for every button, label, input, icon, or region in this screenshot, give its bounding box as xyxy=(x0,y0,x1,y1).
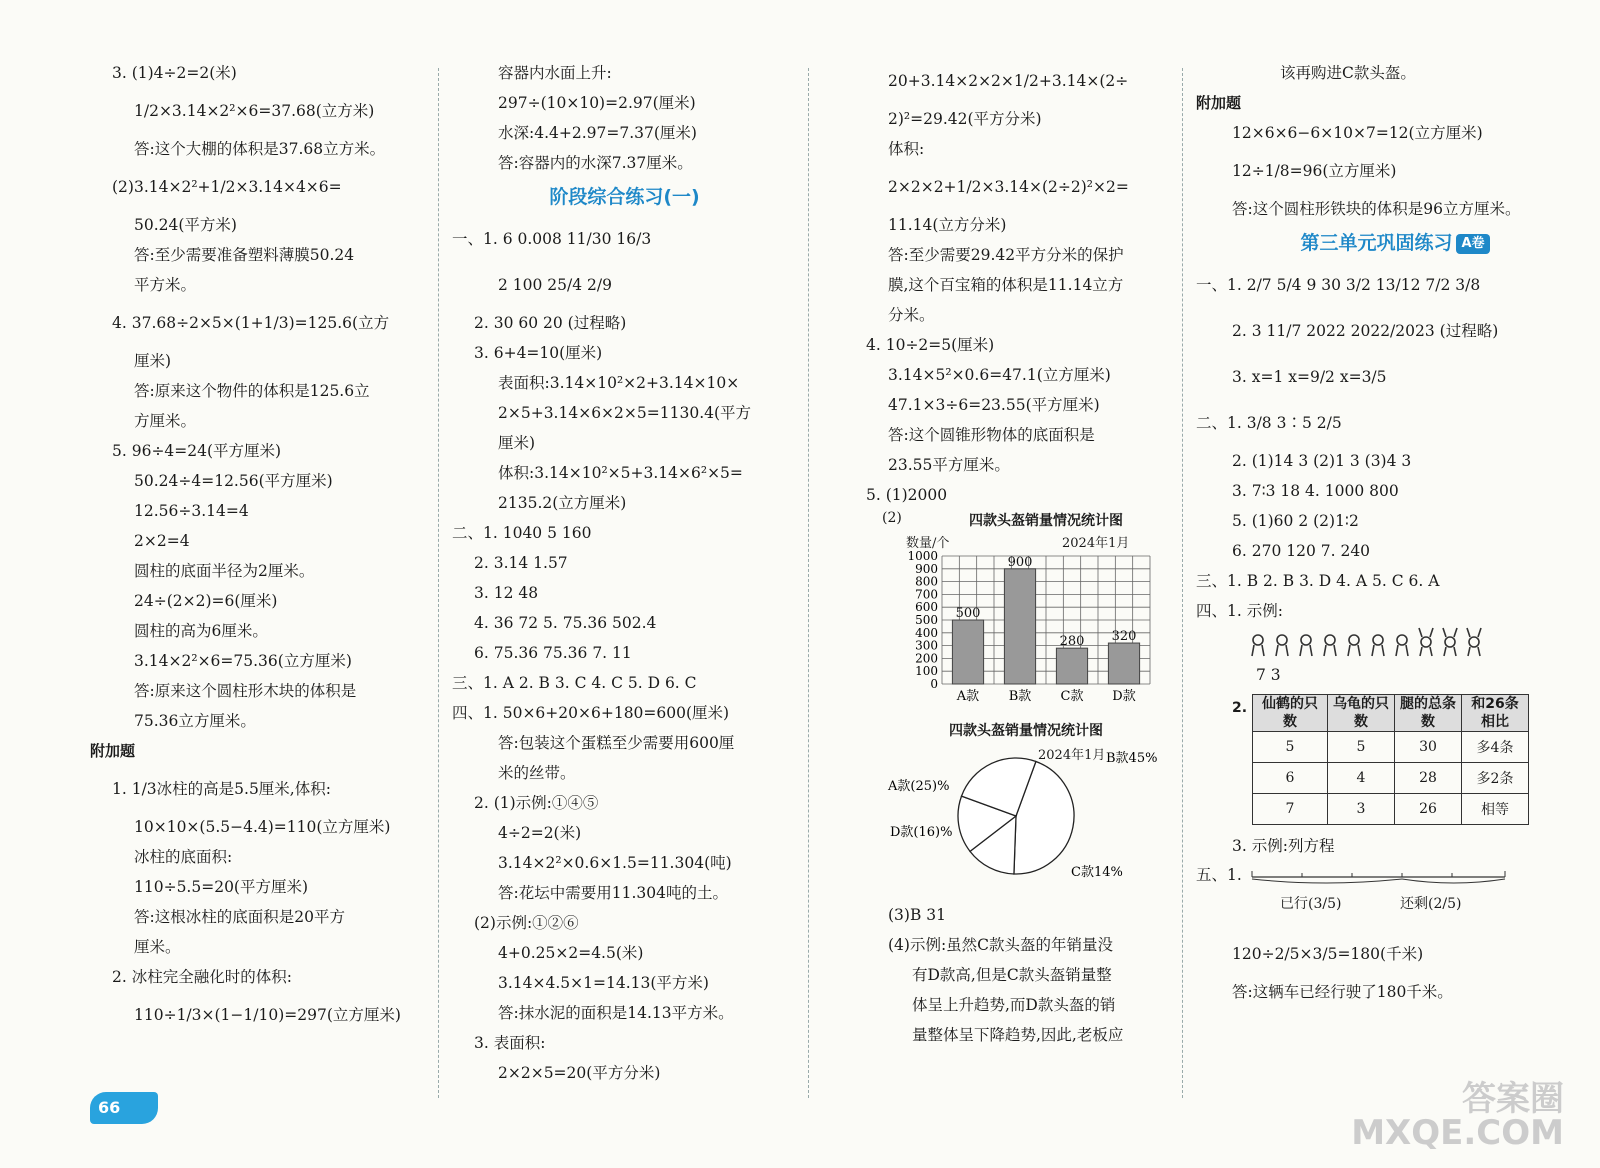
y-tick-label: 700 xyxy=(915,587,938,602)
y-tick-label: 800 xyxy=(915,574,938,589)
text-line: 297÷(10×10)=2.97(厘米) xyxy=(498,94,696,112)
text-line: 答:原来这个物件的体积是125.6立 xyxy=(134,382,370,400)
bar xyxy=(1004,569,1035,684)
data-label: 320 xyxy=(1111,629,1137,645)
text-line: 圆柱的高为6厘米。 xyxy=(134,622,268,640)
line-diagram xyxy=(1196,861,1580,931)
text-line: (2)示例:①②⑥ xyxy=(474,914,579,932)
text-line: 四、1. 示例: xyxy=(1196,602,1283,620)
pie-chart-plot xyxy=(866,750,1166,900)
text-line: 110÷5.5=20(平方厘米) xyxy=(134,878,309,896)
text-line: 一、1. 2/7 5/4 9 30 3/2 13/12 7/2 3/8 xyxy=(1196,276,1481,294)
text-line: 圆柱的底面半径为2厘米。 xyxy=(134,562,315,580)
text-line: 5. (1)60 2 (2)1∶2 xyxy=(1232,512,1359,530)
text-line: 该再购进C款头盔。 xyxy=(1280,64,1416,82)
text-line: 2. 冰柱完全融化时的体积: xyxy=(112,968,292,986)
answer-column-1 xyxy=(90,58,430,1038)
text-line: 2×2×2+1/2×3.14×(2÷2)²×2= xyxy=(888,178,1129,196)
y-tick-label: 400 xyxy=(915,625,938,640)
text-line: 米的丝带。 xyxy=(498,764,576,782)
text-line: 4. 36 72 5. 75.36 502.4 xyxy=(474,614,657,632)
answer-column-2 xyxy=(452,58,797,1088)
y-tick-label: 600 xyxy=(915,600,938,615)
text-line: 三、1. A 2. B 3. C 4. C 5. D 6. C xyxy=(452,674,697,692)
text-line: 水深:4.4+2.97=7.37(厘米) xyxy=(498,124,697,142)
text-line: 答:这根冰柱的底面积是20平方 xyxy=(134,908,345,926)
watermark-text: 答案圈 MXQE.COM xyxy=(1351,1079,1564,1153)
text-line: 12.56÷3.14=4 xyxy=(134,502,249,520)
text-line: 答:花坛中需要用11.304吨的土。 xyxy=(498,884,728,902)
pie-chart-title: 四款头盔销量情况统计图 xyxy=(949,723,1103,739)
pie-chart-date: 2024年1月 xyxy=(1038,748,1106,763)
text-line: 三、1. B 2. B 3. D 4. A 5. C 6. A xyxy=(1196,572,1440,590)
text-line: 6. 270 120 7. 240 xyxy=(1232,542,1371,560)
table-cell: 28 xyxy=(1395,763,1462,794)
text-line: 3.14×5²×0.6=47.1(立方厘米) xyxy=(888,366,1111,384)
text-line: 一、1. 6 0.008 11/30 16/3 xyxy=(452,230,652,248)
text-line: 5. 96÷4=24(平方厘米) xyxy=(112,442,282,460)
text-line: 答:抹水泥的面积是14.13平方米。 xyxy=(498,1004,734,1022)
table-cell: 多2条 xyxy=(1462,763,1529,794)
text-line: 2. 30 60 20 (过程略) xyxy=(474,314,627,332)
text-line: 2135.2(立方厘米) xyxy=(498,494,627,512)
answer-table xyxy=(1252,694,1529,825)
text-line: 1. 1/3冰柱的高是5.5厘米,体积: xyxy=(112,780,331,798)
table-header: 乌龟的只数 xyxy=(1328,695,1395,732)
text-line: 分米。 xyxy=(888,306,935,324)
table-cell: 7 xyxy=(1253,794,1328,825)
text-line: 47.1×3÷6=23.55(平方厘米) xyxy=(888,396,1100,414)
text-line: 75.36立方厘米。 xyxy=(134,712,256,730)
watermark xyxy=(1351,1079,1564,1153)
table-cell: 4 xyxy=(1328,763,1395,794)
slice-label: B款45% xyxy=(1106,751,1158,766)
table-row xyxy=(1253,763,1529,794)
x-tick-label: B款 xyxy=(1008,689,1032,704)
text-line: 答:原来这个圆柱形木块的体积是 xyxy=(134,682,357,700)
y-tick-label: 0 xyxy=(930,677,938,691)
text-line: 11.14(立方分米) xyxy=(888,216,1007,234)
table-header: 腿的总条数 xyxy=(1395,695,1462,732)
text-line: 2. 3 11/7 2022 2022/2023 (过程略) xyxy=(1232,322,1499,340)
table-cell: 30 xyxy=(1395,732,1462,763)
x-tick-label: D款 xyxy=(1112,689,1136,704)
text-line: 表面积:3.14×10²×2+3.14×10× xyxy=(498,374,740,392)
section-title: 附加题 xyxy=(1196,94,1242,112)
y-tick-label: 1000 xyxy=(907,550,938,563)
text-line: 3. (1)4÷2=2(米) xyxy=(112,64,237,82)
bar xyxy=(1056,648,1087,684)
x-tick-label: C款 xyxy=(1060,689,1084,704)
text-line: 4. 37.68÷2×5×(1+1/3)=125.6(立方 xyxy=(112,314,390,332)
text-line: 体积:3.14×10²×5+3.14×6²×5= xyxy=(498,464,743,482)
segment-line xyxy=(1250,867,1510,887)
text-line: 2 100 25/4 2/9 xyxy=(498,276,612,294)
table-cell: 多4条 xyxy=(1462,732,1529,763)
text-line: 答:这辆车已经行驶了180千米。 xyxy=(1232,983,1453,1001)
section-heading: 阶段综合练习(一) xyxy=(549,186,700,208)
text-line: 3. 6+4=10(厘米) xyxy=(474,344,603,362)
text-line: 厘米) xyxy=(134,352,172,370)
table-header: 和26条相比 xyxy=(1462,695,1529,732)
text-line: 3.14×2²×0.6×1.5=11.304(吨) xyxy=(498,854,732,872)
text-line: 量整体呈下降趋势,因此,老板应 xyxy=(912,1026,1124,1044)
bar-chart-ylabel: 数量/个 xyxy=(906,536,950,551)
y-tick-label: 300 xyxy=(915,638,938,653)
y-tick-label: 900 xyxy=(915,561,938,576)
table-cell: 26 xyxy=(1395,794,1462,825)
text-line: 答:至少需要准备塑料薄膜50.24 xyxy=(134,246,355,264)
text-line: 体积: xyxy=(888,140,925,158)
animal-legs-drawing xyxy=(1250,626,1500,660)
text-line: (3)B 31 xyxy=(888,906,946,924)
section-title: 附加题 xyxy=(90,742,136,760)
y-tick-label: 500 xyxy=(915,613,938,627)
text-line: 3. 示例:列方程 xyxy=(1232,837,1335,855)
page-number: 66 xyxy=(90,1092,158,1124)
text-line: 答:容器内的水深7.37厘米。 xyxy=(498,154,693,172)
answer-column-4 xyxy=(1196,58,1580,1007)
section-heading-text: 第三单元巩固练习 xyxy=(1300,232,1453,254)
text-line: 23.55平方厘米。 xyxy=(888,456,1010,474)
table-cell: 6 xyxy=(1253,763,1328,794)
text-line: 体呈上升趋势,而D款头盔的销 xyxy=(912,996,1116,1014)
text-line: (4)示例:虽然C款头盔的年销量没 xyxy=(888,936,1114,954)
bar xyxy=(1108,643,1139,684)
text-line: 2. (1)示例:①④⑤ xyxy=(474,794,599,812)
text-line: 答:这个圆锥形物体的底面积是 xyxy=(888,426,1095,444)
text-line: 五、1. xyxy=(1196,866,1242,884)
text-line: 7 3 xyxy=(1256,666,1281,684)
done-label: 已行(3/5) xyxy=(1280,896,1342,912)
text-line: (2)3.14×2²+1/2×3.14×4×6= xyxy=(112,178,342,196)
text-line: 容器内水面上升: xyxy=(498,64,612,82)
text-line: 3. 表面积: xyxy=(474,1034,546,1052)
text-line: 答:至少需要29.42平方分米的保护 xyxy=(888,246,1124,264)
text-line: 3.14×2²×6=75.36(立方厘米) xyxy=(134,652,352,670)
text-line: 2×5+3.14×6×2×5=1130.4(平方 xyxy=(498,404,752,422)
text-line: 四、1. 50×6+20×6+180=600(厘米) xyxy=(452,704,730,722)
data-label: 900 xyxy=(1007,554,1033,570)
table-cell: 5 xyxy=(1328,732,1395,763)
table-block: 2. 仙鹤的只数 乌龟的只数 腿的总条数 和26条相比 5 5 30 多4条 6 4 28 多2条 7 3 26 相等 xyxy=(1252,694,1580,825)
text-line: 50.24÷4=12.56(平方厘米) xyxy=(134,472,333,490)
text-line: 膜,这个百宝箱的体积是11.14立方 xyxy=(888,276,1124,294)
bar-chart-title: 四款头盔销量情况统计图 xyxy=(969,513,1123,529)
bar xyxy=(952,620,983,684)
table-cell: 相等 xyxy=(1462,794,1529,825)
text-line: 有D款高,但是C款头盔销量整 xyxy=(912,966,1112,984)
text-line: 4÷2=2(米) xyxy=(498,824,582,842)
text-line: 3. 12 48 xyxy=(474,584,539,602)
text-line: 答:这个圆柱形铁块的体积是96立方厘米。 xyxy=(1232,200,1521,218)
text-line: 答:包装这个蛋糕至少需要用600厘 xyxy=(498,734,735,752)
text-line: 冰柱的底面积: xyxy=(134,848,233,866)
text-line: 10×10×(5.5−4.4)=110(立方厘米) xyxy=(134,818,391,836)
text-line: 6. 75.36 75.36 7. 11 xyxy=(474,644,632,662)
text-line: 3. x=1 x=9/2 x=3/5 xyxy=(1232,368,1387,386)
bar-chart xyxy=(866,510,1180,720)
text-line: 厘米。 xyxy=(134,938,181,956)
y-tick-label: 200 xyxy=(915,651,938,666)
text-line: 50.24(平方米) xyxy=(134,216,237,234)
text-line: 1/2×3.14×2²×6=37.68(立方米) xyxy=(134,102,375,120)
table-cell: 5 xyxy=(1253,732,1328,763)
slice-label: A款(25)% xyxy=(888,779,950,794)
text-line: 2×2×5=20(平方分米) xyxy=(498,1064,661,1082)
answer-column-3 xyxy=(866,58,1180,1050)
text-line: 方厘米。 xyxy=(134,412,197,430)
text-line: 2. (1)14 3 (2)1 3 (3)4 3 xyxy=(1232,452,1412,470)
table-row xyxy=(1253,732,1529,763)
bar-chart-date: 2024年1月 xyxy=(1062,536,1130,551)
text-line: 二、1. 1040 5 160 xyxy=(452,524,592,542)
text-line: 答:这个大棚的体积是37.68立方米。 xyxy=(134,140,386,158)
text-line: 2×2=4 xyxy=(134,532,190,550)
text-line: 12×6×6−6×10×7=12(立方厘米) xyxy=(1232,124,1483,142)
text-line: 110÷1/3×(1−1/10)=297(立方厘米) xyxy=(134,1006,401,1024)
text-line: 4. 10÷2=5(厘米) xyxy=(866,336,995,354)
text-line: 120÷2/5×3/5=180(千米) xyxy=(1232,945,1424,963)
text-line: 4+0.25×2=4.5(米) xyxy=(498,944,644,962)
text-line: 2)²=29.42(平方分米) xyxy=(888,110,1042,128)
volume-badge: A卷 xyxy=(1456,234,1489,254)
bar-chart-plot xyxy=(866,550,1166,720)
text-line: 12÷1/8=96(立方厘米) xyxy=(1232,162,1397,180)
question-label: (2) xyxy=(882,510,902,526)
text-line: 3. 7∶3 18 4. 1000 800 xyxy=(1232,482,1399,500)
text-line: 平方米。 xyxy=(134,276,197,294)
text-line: 2. 3.14 1.57 xyxy=(474,554,568,572)
table-row xyxy=(1253,794,1529,825)
table-cell: 3 xyxy=(1328,794,1395,825)
data-label: 280 xyxy=(1059,634,1085,650)
y-tick-label: 100 xyxy=(915,664,938,679)
text-line: 24÷(2×2)=6(厘米) xyxy=(134,592,278,610)
text-line: 3.14×4.5×1=14.13(平方米) xyxy=(498,974,709,992)
pie-chart xyxy=(866,720,1180,900)
slice-label: C款14% xyxy=(1071,865,1123,880)
text-line: 二、1. 3/8 3∶5 2/5 xyxy=(1196,414,1342,432)
text-line: 厘米) xyxy=(498,434,536,452)
text-line: 5. (1)2000 xyxy=(866,486,948,504)
remaining-label: 还剩(2/5) xyxy=(1400,896,1462,912)
text-line: 20+3.14×2×2×1/2+3.14×(2÷ xyxy=(888,72,1129,90)
slice-label: D款(16)% xyxy=(890,825,953,840)
x-tick-label: A款 xyxy=(956,689,980,704)
table-header: 仙鹤的只数 xyxy=(1253,695,1328,732)
section-heading xyxy=(1210,224,1580,262)
data-label: 500 xyxy=(955,606,981,621)
